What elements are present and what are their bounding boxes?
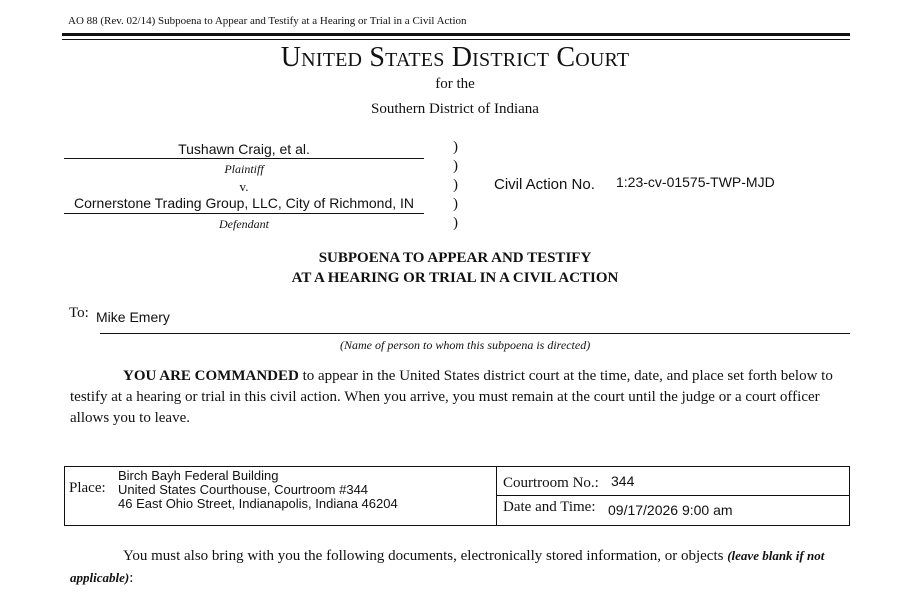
place-line2: United States Courthouse, Courtroom #344 bbox=[118, 482, 369, 497]
form-id-line: AO 88 (Rev. 02/14) Subpoena to Appear and Testify at a Hearing or Trial in a Civil Action bbox=[68, 15, 467, 27]
bring-paragraph bbox=[70, 545, 850, 589]
to-label: To: bbox=[69, 305, 89, 321]
caption-paren: ) bbox=[453, 177, 458, 193]
subpoena-title bbox=[0, 248, 910, 288]
recipient-caption: (Name of person to whom this subpoena is directed) bbox=[340, 338, 591, 352]
place-line1: Birch Bayh Federal Building bbox=[118, 468, 279, 483]
place-hdivider bbox=[496, 495, 849, 496]
place-line3: 46 East Ohio Street, Indianapolis, Indiana 46204 bbox=[118, 496, 398, 511]
versus-text: v. bbox=[239, 179, 249, 194]
datetime-label: Date and Time: bbox=[503, 499, 596, 515]
place-divider bbox=[496, 467, 497, 525]
command-lead: YOU ARE COMMANDED bbox=[123, 368, 299, 384]
plaintiff-label: Plaintiff bbox=[224, 162, 264, 176]
subpoena-title-line1: SUBPOENA TO APPEAR AND TESTIFY bbox=[318, 250, 592, 266]
subpoena-title-line2: AT A HEARING OR TRIAL IN A CIVIL ACTION bbox=[291, 270, 619, 286]
place-address bbox=[118, 469, 398, 511]
header-rule-thin bbox=[62, 39, 850, 40]
header-rule-thick bbox=[62, 33, 850, 36]
bring-note: (leave blank if not applicable) bbox=[70, 548, 825, 585]
recipient-name: Mike Emery bbox=[96, 309, 170, 325]
court-district: Southern District of Indiana bbox=[371, 101, 539, 117]
command-text: to appear in the United States district court at the time, date, and place set forth below to testify at a hearing or trial in this civil action. When you arrive, you must remain at the court until the judge or a court officer allows you to leave. bbox=[70, 368, 833, 426]
caption-paren: ) bbox=[453, 196, 458, 212]
bring-text: You must also bring with you the following documents, electronically stored information, or objects bbox=[123, 548, 728, 564]
place-label: Place: bbox=[69, 480, 106, 496]
caption-paren: ) bbox=[453, 215, 458, 231]
civil-action-label: Civil Action No. bbox=[494, 176, 595, 193]
datetime-value: 09/17/2026 9:00 am bbox=[608, 502, 733, 518]
bring-colon: : bbox=[129, 570, 134, 586]
caption-paren: ) bbox=[453, 158, 458, 174]
caption-paren: ) bbox=[453, 139, 458, 155]
defendant-label: Defendant bbox=[219, 217, 269, 231]
place-box bbox=[64, 466, 850, 526]
defendant-name: Cornerstone Trading Group, LLC, City of Richmond, IN bbox=[64, 195, 424, 214]
court-for-the: for the bbox=[435, 76, 475, 92]
court-title: United States District Court bbox=[280, 42, 630, 73]
courtroom-label: Courtroom No.: bbox=[503, 475, 599, 491]
recipient-line bbox=[100, 333, 850, 334]
plaintiff-name: Tushawn Craig, et al. bbox=[64, 141, 424, 159]
courtroom-value: 344 bbox=[611, 473, 635, 489]
civil-action-number: 1:23-cv-01575-TWP-MJD bbox=[616, 174, 775, 190]
command-paragraph bbox=[70, 366, 850, 429]
